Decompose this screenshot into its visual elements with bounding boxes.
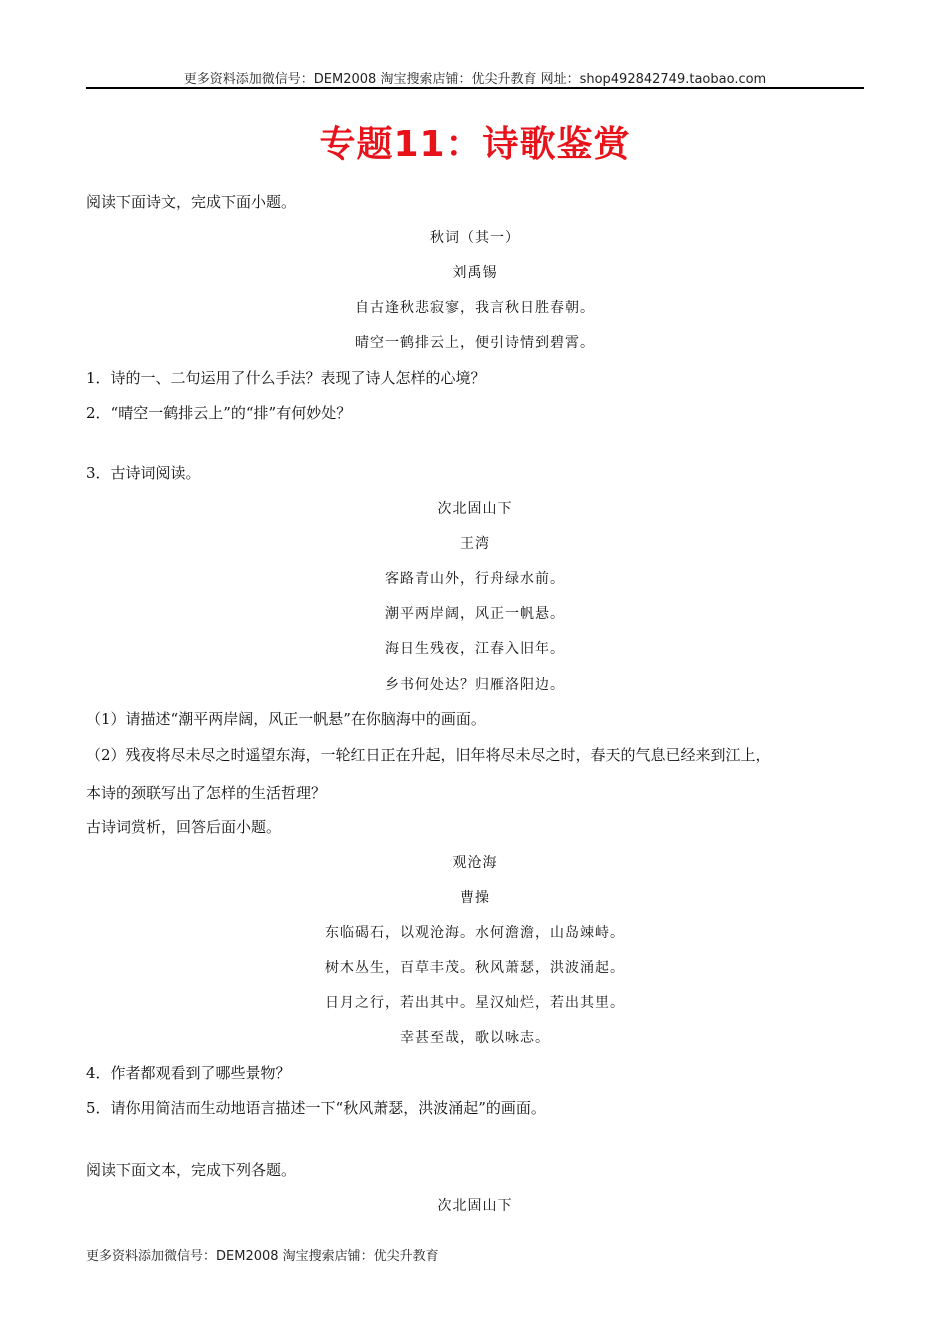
poem1-line: 晴空一鹤排云上，便引诗情到碧霄。 [355,335,595,351]
poem2-title: 次北固山下 [437,501,513,517]
poem1-author: 刘禹锡 [452,265,498,281]
poem3-line: 幸甚至哉，歌以咏志。 [400,1030,550,1046]
poem3-author: 曹操 [460,890,490,906]
question-1: 1．诗的一、二句运用了什么手法？表现了诗人怎样的心境？ [86,369,486,387]
poem1-title: 秋词（其一） [430,230,520,246]
question-4: 4．作者都观看到了哪些景物？ [86,1064,291,1082]
section1-intro: 阅读下面诗文，完成下面小题。 [86,193,297,211]
header-rule [86,87,864,89]
poem2-line: 海日生残夜，江春入旧年。 [385,641,565,657]
poem3-line: 树木丛生，百草丰茂。秋风萧瑟，洪波涌起。 [325,960,625,976]
question-3-intro: 3．古诗词阅读。 [86,464,201,482]
poem2-line: 乡书何处达？归雁洛阳边。 [385,677,565,693]
poem2-line: 客路青山外，行舟绿水前。 [385,571,565,587]
poem2-line: 潮平两岸阔，风正一帆悬。 [385,606,565,622]
sub-question-2-cont: 本诗的颈联写出了怎样的生活哲理？ [86,784,327,802]
section3-intro: 古诗词赏析，回答后面小题。 [86,818,282,836]
poem1-line: 自古逢秋悲寂寥，我言秋日胜春朝。 [355,300,595,316]
poem3-title: 观沧海 [452,855,498,871]
page-footer: 更多资料添加微信号：DEM2008 淘宝搜索店铺：优尖升教育 [86,1249,439,1264]
question-5: 5．请你用简洁而生动地语言描述一下“秋风萧瑟，洪波涌起”的画面。 [86,1099,546,1117]
section4-intro: 阅读下面文本，完成下列各题。 [86,1161,297,1179]
sub-question-1: （1）请描述“潮平两岸阔，风正一帆悬”在你脑海中的画面。 [86,710,486,728]
poem3-line: 日月之行，若出其中。星汉灿烂，若出其里。 [325,995,625,1011]
question-2: 2．“晴空一鹤排云上”的“排”有何妙处？ [86,404,352,422]
page-title: 专题11：诗歌鉴赏 [319,124,631,165]
sub-question-2: （2）残夜将尽未尽之时遥望东海，一轮红日正在升起，旧年将尽未尽之时，春天的气息已经来到江上， [86,746,771,764]
poem3-line: 东临碣石，以观沧海。水何澹澹，山岛竦峙。 [325,925,625,941]
poem4-title: 次北固山下 [437,1198,513,1214]
poem2-author: 王湾 [460,536,490,552]
page-header: 更多资料添加微信号：DEM2008 淘宝搜索店铺：优尖升教育 网址：shop492842749.taobao.com [183,72,767,87]
